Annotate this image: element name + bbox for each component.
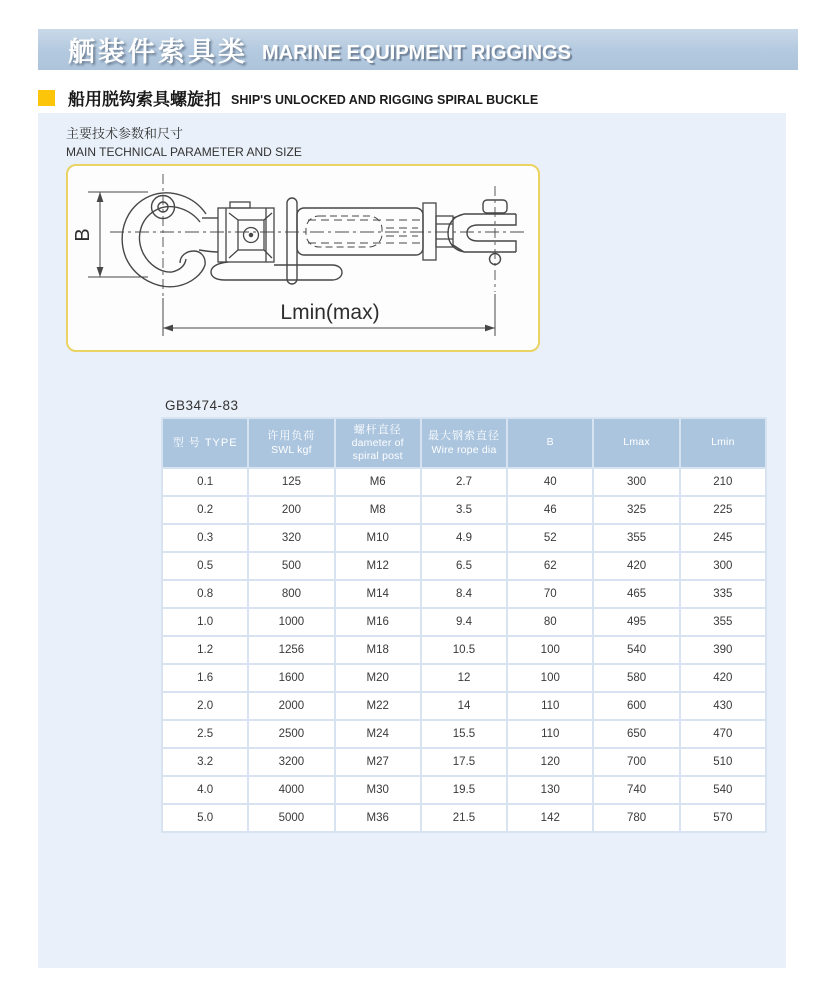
- table-cell: 325: [594, 497, 678, 523]
- table-cell: M14: [336, 581, 420, 607]
- col-header-swl: [249, 419, 333, 467]
- table-cell: 355: [681, 609, 765, 635]
- table-cell: 2500: [249, 721, 333, 747]
- sliding-ring: [287, 198, 297, 284]
- header-line: dameter of: [351, 437, 404, 450]
- table-cell: 0.1: [163, 469, 247, 495]
- table-cell: 40: [508, 469, 592, 495]
- table-cell: 800: [249, 581, 333, 607]
- table-cell: M36: [336, 805, 420, 831]
- table-cell: 420: [681, 665, 765, 691]
- col-header-lmax: [594, 419, 678, 467]
- table-cell: 125: [249, 469, 333, 495]
- table-cell: 3200: [249, 749, 333, 775]
- table-cell: 465: [594, 581, 678, 607]
- table-cell: 62: [508, 553, 592, 579]
- header-line: 最大钢索直径: [427, 430, 500, 443]
- table-cell: M8: [336, 497, 420, 523]
- col-header-b: [508, 419, 592, 467]
- table-cell: 8.4: [422, 581, 506, 607]
- table-cell: M22: [336, 693, 420, 719]
- table-row: [163, 805, 765, 831]
- table-cell: 15.5: [422, 721, 506, 747]
- section-title-en: SHIP'S UNLOCKED AND RIGGING SPIRAL BUCKLE: [231, 92, 539, 107]
- table-cell: 300: [594, 469, 678, 495]
- table-cell: 780: [594, 805, 678, 831]
- table-cell: 540: [681, 777, 765, 803]
- col-header-lmin: [681, 419, 765, 467]
- table-cell: 570: [681, 805, 765, 831]
- table-cell: 5000: [249, 805, 333, 831]
- dim-b-label: B: [72, 228, 94, 242]
- table-cell: 80: [508, 609, 592, 635]
- header-line: SWL kgf: [271, 443, 312, 456]
- specification-table: [161, 417, 767, 833]
- table-cell: 210: [681, 469, 765, 495]
- table-cell: 110: [508, 721, 592, 747]
- table-cell: 21.5: [422, 805, 506, 831]
- col-header-spiral-post-diameter: [336, 419, 420, 467]
- table-cell: 17.5: [422, 749, 506, 775]
- header-line: Lmax: [623, 436, 650, 449]
- table-cell: 245: [681, 525, 765, 551]
- table-header-row: [163, 419, 765, 467]
- header-line: 许用负荷: [267, 430, 316, 443]
- table-cell: 110: [508, 693, 592, 719]
- table-row: [163, 721, 765, 747]
- table-cell: 120: [508, 749, 592, 775]
- table-cell: 5.0: [163, 805, 247, 831]
- trip-lever: [211, 262, 342, 280]
- page-header-bar: [38, 29, 798, 70]
- header-line: Lmin: [711, 436, 735, 449]
- table-cell: 335: [681, 581, 765, 607]
- table-cell: 4.9: [422, 525, 506, 551]
- table-row: [163, 749, 765, 775]
- table-row: [163, 553, 765, 579]
- table-cell: 130: [508, 777, 592, 803]
- table-row: [163, 693, 765, 719]
- table-cell: 100: [508, 665, 592, 691]
- table-cell: 1.6: [163, 665, 247, 691]
- table-cell: 495: [594, 609, 678, 635]
- table-cell: 14: [422, 693, 506, 719]
- header-line: Wire rope dia: [431, 443, 497, 456]
- page-title-zh: 舾装件索具类: [68, 37, 248, 67]
- table-cell: 430: [681, 693, 765, 719]
- table-cell: 2.5: [163, 721, 247, 747]
- table-cell: 4000: [249, 777, 333, 803]
- section-title-zh: 船用脱钩索具螺旋扣: [68, 90, 221, 109]
- table-cell: M24: [336, 721, 420, 747]
- table-cell: 46: [508, 497, 592, 523]
- table-cell: 0.3: [163, 525, 247, 551]
- parameters-label-zh: 主要技术参数和尺寸: [66, 126, 184, 141]
- table-cell: M18: [336, 637, 420, 663]
- table-cell: 500: [249, 553, 333, 579]
- table-row: [163, 665, 765, 691]
- table-cell: 390: [681, 637, 765, 663]
- table-cell: M27: [336, 749, 420, 775]
- table-cell: M16: [336, 609, 420, 635]
- table-cell: M20: [336, 665, 420, 691]
- table-cell: 6.5: [422, 553, 506, 579]
- parameters-label: [66, 123, 302, 159]
- table-row: [163, 469, 765, 495]
- table-cell: 0.2: [163, 497, 247, 523]
- col-header-wire-rope-dia: [422, 419, 506, 467]
- table-cell: 700: [594, 749, 678, 775]
- table-cell: M12: [336, 553, 420, 579]
- header-line: 型 号 TYPE: [172, 436, 238, 449]
- table-cell: 0.8: [163, 581, 247, 607]
- section-heading: [38, 85, 538, 110]
- header-line: 螺杆直径: [353, 423, 402, 436]
- table-cell: 9.4: [422, 609, 506, 635]
- table-cell: 225: [681, 497, 765, 523]
- technical-drawing-box: [66, 164, 540, 352]
- table-cell: 2.7: [422, 469, 506, 495]
- table-cell: 1256: [249, 637, 333, 663]
- table-cell: 10.5: [422, 637, 506, 663]
- spiral-buckle-drawing: [68, 166, 538, 350]
- table-cell: 4.0: [163, 777, 247, 803]
- table-cell: 52: [508, 525, 592, 551]
- table-row: [163, 525, 765, 551]
- table-cell: 600: [594, 693, 678, 719]
- table-cell: 540: [594, 637, 678, 663]
- table-cell: 420: [594, 553, 678, 579]
- table-cell: 2000: [249, 693, 333, 719]
- table-cell: 355: [594, 525, 678, 551]
- table-cell: 19.5: [422, 777, 506, 803]
- table-cell: 3.2: [163, 749, 247, 775]
- col-header-type: [163, 419, 247, 467]
- table-cell: 1600: [249, 665, 333, 691]
- table-cell: 650: [594, 721, 678, 747]
- table-cell: 1000: [249, 609, 333, 635]
- table-cell: 510: [681, 749, 765, 775]
- table-cell: 740: [594, 777, 678, 803]
- table-cell: 1.2: [163, 637, 247, 663]
- hook-outline: [122, 193, 218, 287]
- yellow-bullet-icon: [38, 90, 55, 106]
- table-cell: 100: [508, 637, 592, 663]
- table-cell: 70: [508, 581, 592, 607]
- header-line: B: [546, 436, 554, 449]
- standard-number-label: GB3474-83: [165, 398, 239, 413]
- table-cell: 1.0: [163, 609, 247, 635]
- table-cell: 2.0: [163, 693, 247, 719]
- page-title-en: MARINE EQUIPMENT RIGGINGS: [262, 41, 571, 64]
- table-cell: 12: [422, 665, 506, 691]
- table-row: [163, 777, 765, 803]
- table-row: [163, 637, 765, 663]
- table-cell: M30: [336, 777, 420, 803]
- table-cell: 142: [508, 805, 592, 831]
- table-cell: 470: [681, 721, 765, 747]
- table-row: [163, 581, 765, 607]
- table-row: [163, 609, 765, 635]
- table-cell: 200: [249, 497, 333, 523]
- table-cell: 300: [681, 553, 765, 579]
- table-cell: 320: [249, 525, 333, 551]
- table-cell: 3.5: [422, 497, 506, 523]
- header-line: spiral post: [352, 450, 403, 463]
- table-row: [163, 497, 765, 523]
- table-cell: 580: [594, 665, 678, 691]
- table-cell: M10: [336, 525, 420, 551]
- turnbuckle-barrel: [297, 208, 423, 255]
- table-cell: M6: [336, 469, 420, 495]
- dim-l-label: Lmin(max): [280, 301, 380, 324]
- parameters-label-en: MAIN TECHNICAL PARAMETER AND SIZE: [66, 145, 302, 159]
- table-cell: 0.5: [163, 553, 247, 579]
